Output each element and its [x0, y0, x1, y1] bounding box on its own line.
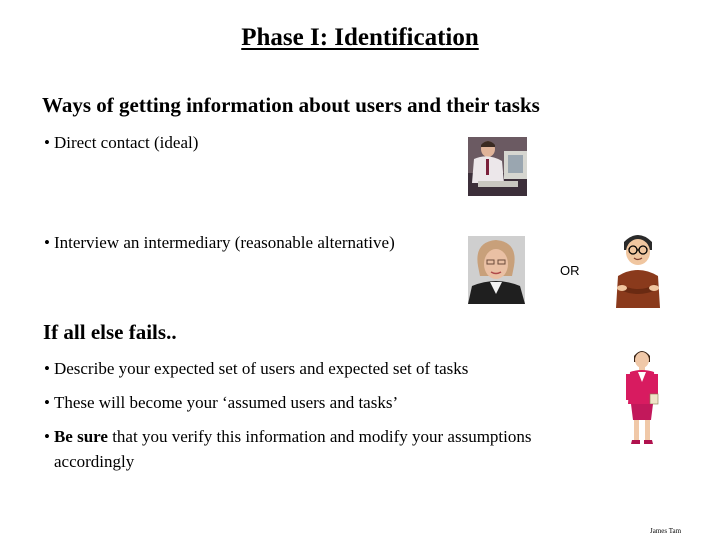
bullet-bold-prefix: Be sure	[53, 427, 108, 446]
bullet-text: that you verify this information and modify your assumptions	[107, 427, 532, 446]
boy-icon	[610, 228, 666, 308]
bullet-dot: •	[44, 359, 50, 378]
author-credit: James Tam	[650, 527, 682, 535]
bullet-assumed	[44, 391, 398, 415]
bullet-dot: •	[44, 233, 50, 252]
bullet-text: Describe your expected set of users and expected set of tasks	[53, 359, 469, 378]
bullet-interview	[44, 231, 395, 255]
woman-in-red-icon	[622, 346, 662, 446]
bullet-describe	[44, 357, 468, 381]
bullet-be-sure	[44, 425, 531, 449]
or-label: OR	[560, 263, 580, 278]
man-at-computer-icon	[468, 137, 527, 196]
bullet-dot: •	[44, 133, 50, 152]
bullet-text: These will become your ‘assumed users and tasks’	[53, 393, 399, 412]
slide-title: Phase I: Identification	[241, 24, 479, 51]
bullet-direct-contact	[44, 131, 198, 155]
bullet-continuation: accordingly	[54, 452, 135, 471]
bullet-text: Interview an intermediary (reasonable alternative)	[53, 233, 395, 252]
heading-if-all-else-fails: If all else fails..	[43, 320, 177, 344]
heading-ways: Ways of getting information about users and their tasks	[42, 93, 540, 117]
older-woman-icon	[468, 236, 525, 304]
bullet-text: Direct contact (ideal)	[53, 133, 199, 152]
bullet-dot: •	[44, 427, 50, 446]
bullet-dot: •	[44, 393, 50, 412]
